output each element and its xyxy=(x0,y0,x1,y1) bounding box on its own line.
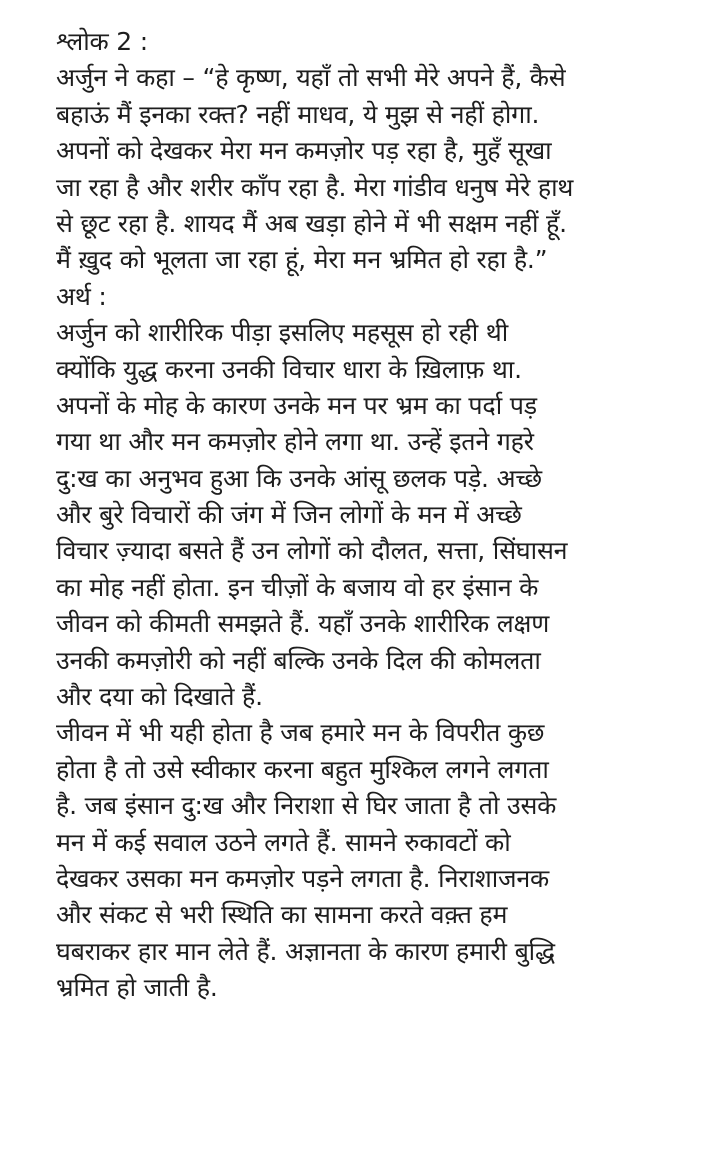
meaning-heading: अर्थ : xyxy=(56,281,107,311)
shloka-line: जा रहा है और शरीर काँप रहा है. मेरा गांडीव धनुष मेरे हाथ xyxy=(56,172,574,202)
meaning-line: और बुरे विचारों की जंग में जिन लोगों के मन में अच्छे xyxy=(56,500,522,530)
life-line: और संकट से भरी स्थिति का सामना करते वक़्त हम xyxy=(56,900,508,930)
life-line: घबराकर हार मान लेते हैं. अज्ञानता के कारण हमारी बुद्धि xyxy=(56,936,555,966)
meaning-line: गया था और मन कमज़ोर होने लगा था. उन्हें इतने गहरे xyxy=(56,427,534,457)
life-line: होता है तो उसे स्वीकार करना बहुत मुश्किल लगने लगता xyxy=(56,754,549,784)
meaning-line: दु:ख का अनुभव हुआ कि उनके आंसू छलक पड़े. अच्छे xyxy=(56,463,542,493)
meaning-line: विचार ज़्यादा बसते हैं उन लोगों को दौलत, सत्ता, सिंघासन xyxy=(56,536,568,566)
life-line: भ्रमित हो जाती है. xyxy=(56,973,218,1003)
life-line: मन में कई सवाल उठने लगते हैं. सामने रुकावटों को xyxy=(56,827,511,857)
shloka-line: मैं ख़ुद को भूलता जा रहा हूं, मेरा मन भ्रमित हो रहा है.” xyxy=(56,245,548,275)
shloka-line: अपनों को देखकर मेरा मन कमज़ोर पड़ रहा है, मुहँ सूखा xyxy=(56,136,552,166)
shloka-heading: श्लोक 2 : xyxy=(56,27,148,56)
shloka-line: बहाऊं मैं इनका रक्त? नहीं माधव, ये मुझ से नहीं होगा. xyxy=(56,99,540,129)
meaning-line: क्योंकि युद्ध करना उनकी विचार धारा के ख़िलाफ़ था. xyxy=(56,354,522,384)
meaning-line: अपनों के मोह के कारण उनके मन पर भ्रम का पर्दा पड़ xyxy=(56,390,537,420)
life-line: जीवन में भी यही होता है जब हमारे मन के विपरीत कुछ xyxy=(56,718,545,748)
meaning-line: का मोह नहीं होता. इन चीज़ों के बजाय वो हर इंसान के xyxy=(56,572,539,602)
life-line: है. जब इंसान दु:ख और निराशा से घिर जाता है तो उसके xyxy=(56,791,557,821)
meaning-line: उनकी कमज़ोरी को नहीं बल्कि उनके दिल की कोमलता xyxy=(56,645,541,675)
meaning-line: अर्जुन को शारीरिक पीड़ा इसलिए महसूस हो रही थी xyxy=(56,318,509,348)
shloka-line: अर्जुन ने कहा – “हे कृष्ण, यहाँ तो सभी मेरे अपने हैं, कैसे xyxy=(56,63,566,93)
life-line: देखकर उसका मन कमज़ोर पड़ने लगता है. निराशाजनक xyxy=(56,863,550,893)
meaning-line: जीवन को कीमती समझते हैं. यहाँ उनके शारीरिक लक्षण xyxy=(56,609,550,639)
shloka-line: से छूट रहा है. शायद मैं अब खड़ा होने में भी सक्षम नहीं हूँ. xyxy=(56,208,567,238)
meaning-line: और दया को दिखाते हैं. xyxy=(56,682,263,712)
